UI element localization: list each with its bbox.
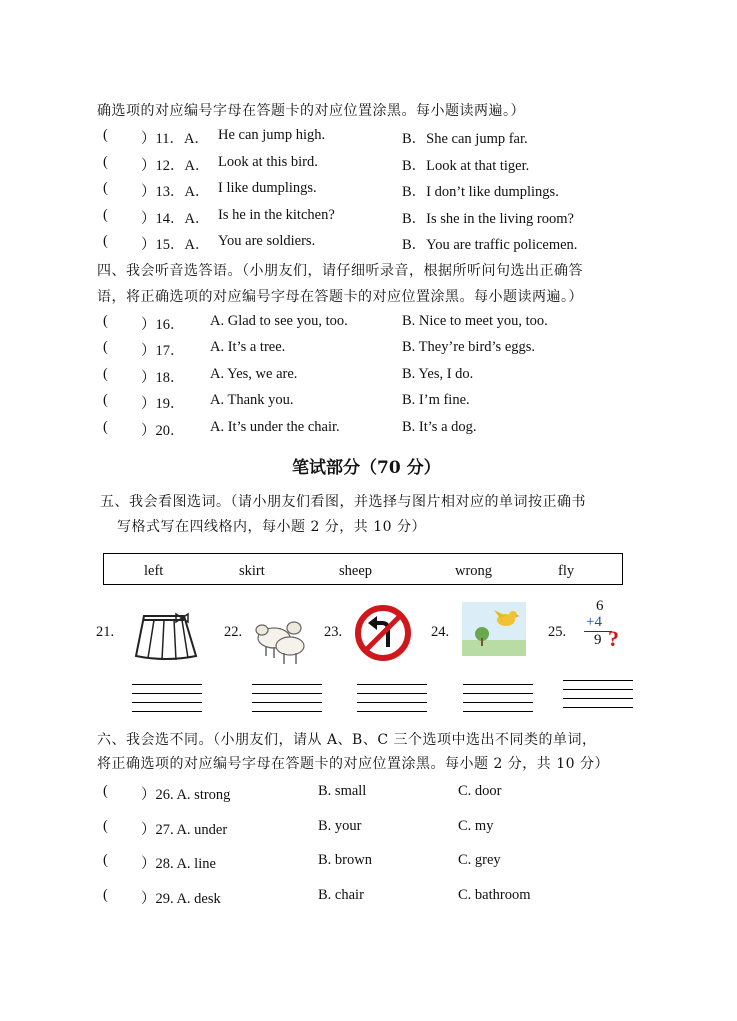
part3-intro-tail: 确选项的对应编号字母在答题卡的对应位置涂黑。每小题读两遍。）: [97, 103, 525, 119]
word-option: fly: [558, 563, 575, 579]
part5-heading-cont: 写格式写在四线格内，每小题 2 分，共 10 分）: [117, 519, 427, 535]
option-a: A. It’s under the chair.: [210, 419, 340, 435]
answer-paren[interactable]: (: [103, 852, 108, 868]
sheep-image: [250, 610, 312, 666]
answer-paren[interactable]: (: [103, 419, 108, 435]
option-b: B. They’re bird’s eggs.: [402, 339, 536, 355]
option-a: Look at this bird.: [218, 154, 318, 170]
answer-paren[interactable]: (: [103, 783, 108, 799]
option-a: ）28. A. line: [141, 856, 216, 872]
option-a: You are soldiers.: [218, 233, 316, 249]
answer-paren[interactable]: (: [103, 180, 108, 196]
item-number: ）16．: [141, 317, 185, 333]
item-number: ）14．A．: [141, 211, 210, 227]
picture-number: 21.: [96, 624, 115, 640]
option-b: B. Nice to meet you, too.: [402, 313, 548, 329]
word-option: wrong: [455, 563, 493, 579]
question-mark-icon: ?: [608, 626, 619, 651]
math-number: +4: [586, 614, 602, 630]
option-b: B. small: [318, 783, 367, 799]
item-number: ）12．A．: [141, 158, 210, 174]
answer-paren[interactable]: (: [103, 366, 108, 382]
answer-paren[interactable]: (: [103, 392, 108, 408]
word-bank-box: [103, 553, 623, 585]
part6-heading-cont: 将正确选项的对应编号字母在答题卡的对应位置涂黑。每小题 2 分，共 10 分）: [97, 756, 610, 772]
part4-heading-cont: 语，将正确选项的对应编号字母在答题卡的对应位置涂黑。每小题读两遍。）: [97, 289, 583, 305]
option-a: A. Thank you.: [210, 392, 294, 408]
picture-number: 23.: [324, 624, 343, 640]
option-b: B．You are traffic policemen.: [402, 237, 578, 253]
no-left-turn-sign-image: [355, 605, 411, 661]
item-number: ）17．: [141, 343, 185, 359]
bird-flying-image: [460, 600, 528, 658]
option-a: Is he in the kitchen?: [218, 207, 335, 223]
option-b: B. brown: [318, 852, 372, 868]
word-option: left: [144, 563, 164, 579]
option-b: B．Is she in the living room?: [402, 211, 574, 227]
option-a: A. Glad to see you, too.: [210, 313, 348, 329]
item-number: ）19．: [141, 396, 185, 412]
option-b: B. chair: [318, 887, 364, 903]
item-number: ）18．: [141, 370, 185, 386]
skirt-image: [130, 612, 202, 662]
option-a: A. It’s a tree.: [210, 339, 286, 355]
option-a: A. Yes, we are.: [210, 366, 298, 382]
option-a: I like dumplings.: [218, 180, 317, 196]
option-b: B. Yes, I do.: [402, 366, 474, 382]
option-a: He can jump high.: [218, 127, 326, 143]
option-b: B. It’s a dog.: [402, 419, 477, 435]
answer-paren[interactable]: (: [103, 313, 108, 329]
option-c: C. my: [458, 818, 494, 834]
item-number: ）13．A．: [141, 184, 210, 200]
option-b: B．I don’t like dumplings.: [402, 184, 559, 200]
picture-number: 24.: [431, 624, 450, 640]
item-number: ）15．A．: [141, 237, 210, 253]
item-number: ）11．A．: [141, 131, 209, 147]
option-b: B．Look at that tiger.: [402, 158, 530, 174]
math-number: 6: [596, 598, 604, 614]
answer-paren[interactable]: (: [103, 154, 108, 170]
answer-paren[interactable]: (: [103, 887, 108, 903]
answer-paren[interactable]: (: [103, 127, 108, 143]
math-number: 9: [594, 632, 602, 648]
writing-lines[interactable]: [463, 684, 533, 720]
option-c: C. grey: [458, 852, 501, 868]
picture-number: 22.: [224, 624, 243, 640]
option-a: ）27. A. under: [141, 822, 228, 838]
option-c: C. bathroom: [458, 887, 531, 903]
picture-number: 25.: [548, 624, 567, 640]
written-section-title: 笔试部分（70 分）: [292, 458, 441, 478]
option-c: C. door: [458, 783, 502, 799]
answer-paren[interactable]: (: [103, 233, 108, 249]
answer-paren[interactable]: (: [103, 818, 108, 834]
writing-lines[interactable]: [132, 684, 202, 720]
option-a: ）26. A. strong: [141, 787, 231, 803]
option-a: ）29. A. desk: [141, 891, 221, 907]
word-option: sheep: [339, 563, 373, 579]
answer-paren[interactable]: (: [103, 207, 108, 223]
answer-paren[interactable]: (: [103, 339, 108, 355]
part4-heading: 四、我会听音选答语。（小朋友们，请仔细听录音，根据所听问句选出正确答: [97, 263, 583, 279]
option-b: B．She can jump far.: [402, 131, 528, 147]
part6-heading: 六、我会选不同。（小朋友们，请从 A、B、C 三个选项中选出不同类的单词，: [97, 732, 597, 748]
math-wrong-image: [580, 598, 630, 656]
writing-lines[interactable]: [563, 680, 633, 716]
writing-lines[interactable]: [252, 684, 322, 720]
part5-heading: 五、我会看图选词。（请小朋友们看图，并选择与图片相对应的单词按正确书: [100, 494, 586, 510]
option-b: B. I’m fine.: [402, 392, 470, 408]
word-option: skirt: [239, 563, 265, 579]
option-b: B. your: [318, 818, 362, 834]
item-number: ）20．: [141, 423, 185, 439]
writing-lines[interactable]: [357, 684, 427, 720]
